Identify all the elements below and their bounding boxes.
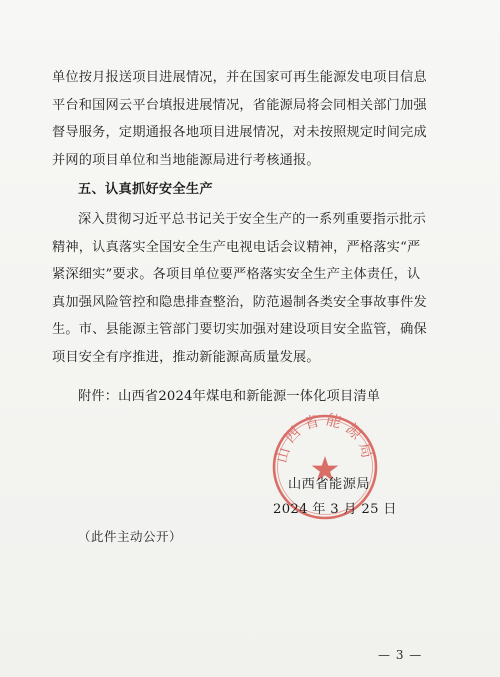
issuer-name: 山西省能源局 <box>288 477 371 492</box>
public-disclosure-note: （此件主动公开） <box>78 529 183 544</box>
paragraph-line: 精神，认真落实全国安全生产电视电话会议精神，严格落实“严 <box>52 239 421 255</box>
section-heading: 五、认真抓好安全生产 <box>78 182 213 197</box>
attachment-line: 附件：山西省2024年煤电和新能源一体化项目清单 <box>78 389 381 404</box>
paragraph-line: 并网的项目单位和当地能源局进行考核通报。 <box>52 152 320 168</box>
issue-date: 2024 年 3 月 25 日 <box>273 502 397 517</box>
safety-paragraph <box>52 206 456 371</box>
paragraph-line: 真加强风险管控和隐患排查整治，防范遏制各类安全事故事件发 <box>52 294 427 310</box>
paragraph-line: 项目安全有序推进，推动新能源高质量发展。 <box>52 349 320 365</box>
page-number: — 3 — <box>378 648 423 662</box>
paragraph-line: 单位按月报送项目进展情况，并在国家可再生能源发电项目信息 <box>52 70 427 85</box>
paragraph-line: 平台和国网云平台填报进展情况，省能源局将会同相关部门加强 <box>52 97 427 113</box>
paragraph-line: 紧深细实”要求。各项目单位要严格落实安全生产主体责任，认 <box>52 267 421 282</box>
intro-paragraph <box>52 64 456 174</box>
svg-text:山西省能源局: 山西省能源局 <box>272 412 378 465</box>
paragraph-line: 督导服务，定期通报各地项目进展情况，对未按照规定时间完成 <box>52 125 427 140</box>
paragraph-line: 生。市、县能源主管部门要切实加强对建设项目安全监管，确保 <box>52 322 427 337</box>
paragraph-line: 深入贯彻习近平总书记关于安全生产的一系列重要指示批示 <box>78 212 427 227</box>
